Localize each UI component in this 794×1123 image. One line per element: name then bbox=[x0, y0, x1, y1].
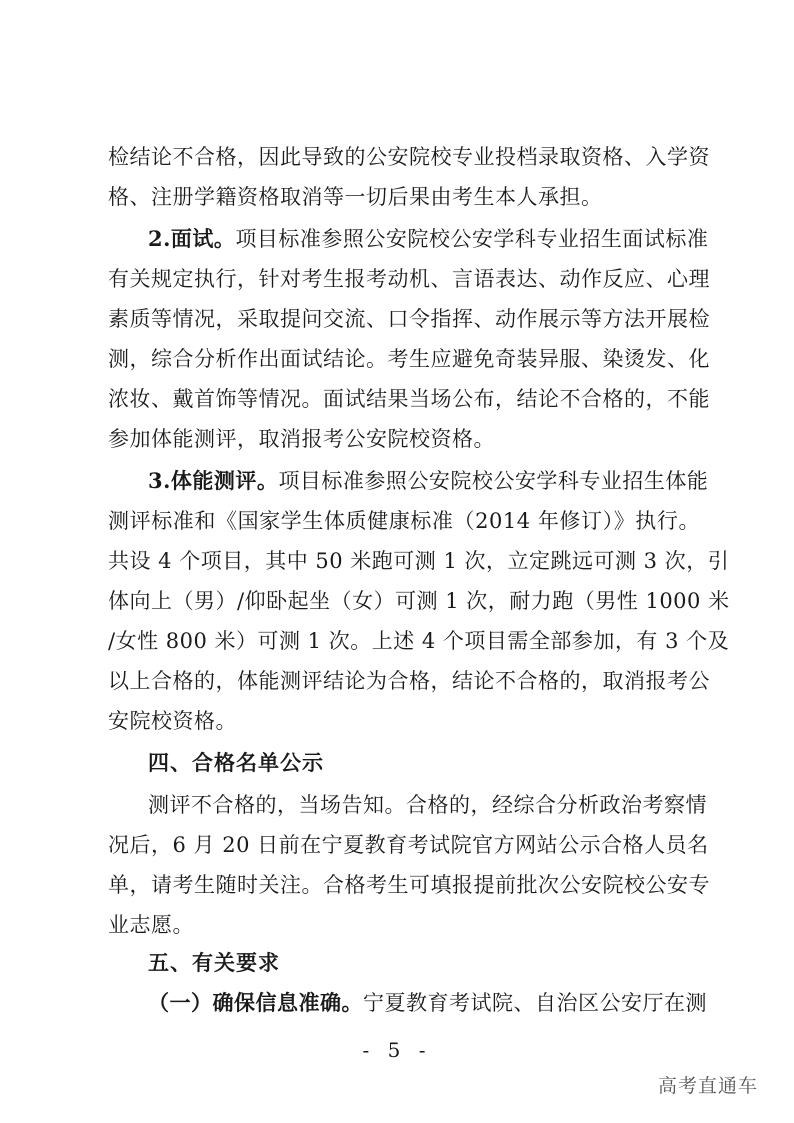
paragraph-line: 测，综合分析作出面试结论。考生应避免奇装异服、染烫发、化 bbox=[108, 347, 710, 371]
paragraph-line: 安院校资格。 bbox=[108, 709, 237, 733]
paragraph-line: 检结论不合格，因此导致的公安院校专业投档录取资格、入学资 bbox=[108, 145, 710, 169]
interview-line bbox=[148, 219, 709, 259]
paragraph-line: 体向上（男）/仰卧起坐（女）可测 1 次，耐力跑（男性 1000 米 bbox=[108, 589, 730, 613]
requirement-heading: （一）确保信息准确。 bbox=[148, 990, 363, 1015]
paragraph-line: 有关规定执行，针对考生报考动机、言语表达、动作反应、心理 bbox=[108, 267, 710, 291]
section-heading-5: 五、有关要求 bbox=[148, 951, 280, 975]
interview-text: 项目标准参照公安院校公安学科专业招生面试标准 bbox=[235, 227, 709, 251]
paragraph-line: 浓妆、戴首饰等情况。面试结果当场公布，结论不合格的，不能 bbox=[108, 387, 710, 411]
paragraph-line: 参加体能测评，取消报考公安院校资格。 bbox=[108, 427, 495, 451]
requirement-text: 宁夏教育考试院、自治区公安厅在测 bbox=[363, 991, 707, 1015]
paragraph-line: 格、注册学籍资格取消等一切后果由考生本人承担。 bbox=[108, 185, 603, 209]
paragraph-line: 况后，6 月 20 日前在宁夏教育考试院官方网站公示合格人员名 bbox=[108, 833, 709, 857]
paragraph-line: 测评标准和《国家学生体质健康标准（2014 年修订）》执行。 bbox=[108, 509, 700, 533]
interview-heading: 2.面试。 bbox=[148, 226, 236, 251]
requirement-line bbox=[148, 983, 707, 1023]
paragraph-line: 素质等情况，采取提问交流、口令指挥、动作展示等方法开展检 bbox=[108, 307, 710, 331]
paragraph-line: 业志愿。 bbox=[108, 913, 194, 937]
paragraph-line: 测评不合格的，当场告知。合格的，经综合分析政治考察情 bbox=[148, 793, 707, 817]
fitness-heading: 3.体能测评。 bbox=[148, 468, 279, 493]
paragraph-line: 共设 4 个项目，其中 50 米跑可测 1 次，立定跳远可测 3 次，引 bbox=[108, 549, 730, 573]
fitness-line bbox=[148, 461, 709, 501]
paragraph-line: 以上合格的，体能测评结论为合格，结论不合格的，取消报考公 bbox=[108, 669, 710, 693]
section-heading-4: 四、合格名单公示 bbox=[148, 751, 324, 775]
watermark: 高考直通车 bbox=[658, 1075, 759, 1097]
page-number: - 5 - bbox=[362, 1038, 432, 1062]
paragraph-line: 单，请考生随时关注。合格考生可填报提前批次公安院校公安专 bbox=[108, 873, 710, 897]
fitness-text: 项目标准参照公安院校公安学科专业招生体能 bbox=[278, 469, 709, 493]
paragraph-line: /女性 800 米）可测 1 次。上述 4 个项目需全部参加，有 3 个及 bbox=[108, 629, 730, 653]
